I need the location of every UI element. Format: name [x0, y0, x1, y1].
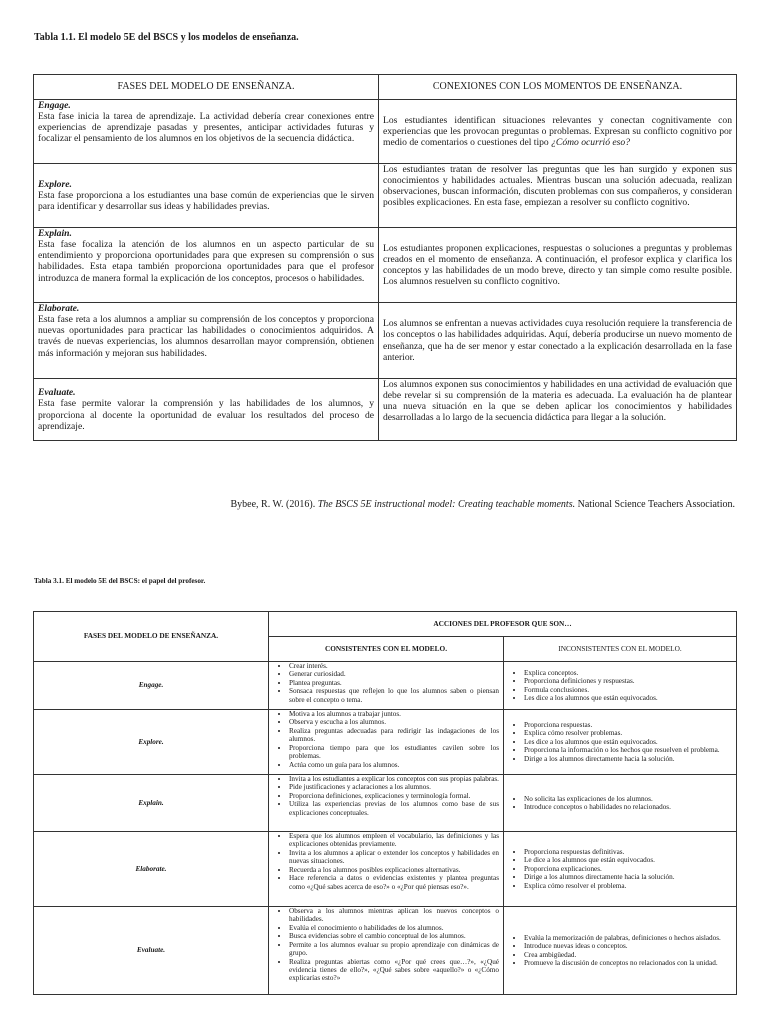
list-item: • Proporciona explicaciones. — [524, 865, 732, 873]
list-item: • Formula conclusiones. — [524, 686, 732, 694]
phase-cell: Engage. — [34, 662, 269, 710]
consistent-list — [269, 775, 503, 817]
list-item: • Realiza preguntas abiertas como «¿Por qué crees que…?», «¿Qué evidencia tienes de ello?», «¿Qué sabes sobre «aquello?» o «¿Cómo explicarías esto?» — [289, 958, 499, 983]
table-row — [34, 832, 737, 907]
list-item: • Dirige a los alumnos directamente hacia la solución. — [524, 873, 732, 881]
phase-name: Explain. — [38, 228, 72, 239]
list-item: • Proporciona tiempo para que los estudiantes cavilen sobre los problemas. — [289, 744, 499, 761]
table-row — [34, 303, 737, 379]
phase-description: Esta fase inicia la tarea de aprendizaje. La actividad debería crear conexiones entre experiencias de aprendizaje pasadas y presentes, anticipar actividades futuras y focalizar el pensamiento de los alumnos en los objetivos de la secuencia didáctica. — [38, 111, 374, 145]
phase-name: Elaborate. — [38, 303, 80, 314]
list-item: • Permite a los alumnos evaluar su propio aprendizaje con dinámicas de grupo. — [289, 941, 499, 958]
inconsistent-cell — [504, 662, 737, 710]
list-item: • Sonsaca respuestas que reflejen lo que los alumnos saben o piensan sobre el concepto o tema. — [289, 687, 499, 704]
list-item: • Les dice a los alumnos que están equivocados. — [524, 738, 732, 746]
inconsistent-cell — [504, 907, 737, 995]
connection-text: Los alumnos se enfrentan a nuevas actividades cuya resolución requiere la transferencia de los conceptos o las habilidades adquiridas. Aquí, debería producirse un nuevo momento de enseñanza, que ha de ser menor y estar conectado a la explicación desarrollada en la fase anterior. — [383, 318, 732, 363]
table-row — [34, 164, 737, 228]
phase-description: Esta fase focaliza la atención de los alumnos en un aspecto particular de su entendimiento y proporciona oportunidades para que expresen su comprensión o sus habilidades. Esta etapa también proporciona oportunidades para que el profesor introduzca de manera formal la explicación de los conceptos, procesos o habilidades. — [38, 239, 374, 284]
connection-cell — [379, 303, 737, 379]
table2-header-consistent: CONSISTENTES CON EL MODELO. — [269, 637, 504, 662]
list-item: • Recuerda a los alumnos posibles explicaciones alternativas. — [289, 866, 499, 874]
list-item: • Proporciona la información o los hechos que resuelven el problema. — [524, 746, 732, 754]
list-item: • Motiva a los alumnos a trabajar juntos. — [289, 710, 499, 718]
inconsistent-list — [504, 848, 736, 890]
list-item: • Introduce nuevas ideas o conceptos. — [524, 942, 732, 950]
table1-header-connections: CONEXIONES CON LOS MOMENTOS DE ENSEÑANZA. — [379, 75, 737, 100]
table2-header-inconsistent: INCONSISTENTES CON EL MODELO. — [504, 637, 737, 662]
list-item: • Les dice a los alumnos que están equivocados. — [524, 694, 732, 702]
consistent-list — [269, 907, 503, 983]
list-item: • Observa a los alumnos mientras aplican los nuevos conceptos o habilidades. — [289, 907, 499, 924]
list-item: • Le dice a los alumnos que están equivocados. — [524, 856, 732, 864]
list-item: • Proporciona definiciones, explicaciones y terminología formal. — [289, 792, 499, 800]
list-item: • Proporciona respuestas definitivas. — [524, 848, 732, 856]
phase-description: Esta fase permite valorar la comprensión y las habilidades de los alumnos, y proporciona al docente la oportunidad de evaluar los resultados del proceso de aprendizaje. — [38, 398, 374, 432]
list-item: • Busca evidencias sobre el cambio conceptual de los alumnos. — [289, 932, 499, 940]
inconsistent-cell — [504, 775, 737, 832]
inconsistent-list — [504, 669, 736, 703]
phase-name: Engage. — [38, 100, 71, 111]
connection-cell — [379, 100, 737, 164]
table-row — [34, 775, 737, 832]
table-row — [34, 710, 737, 775]
inconsistent-list — [504, 721, 736, 763]
table1-header-phases: FASES DEL MODELO DE ENSEÑANZA. — [34, 75, 379, 100]
list-item: • Proporciona respuestas. — [524, 721, 732, 729]
phase-cell: Elaborate. — [34, 832, 269, 907]
table2-header-row — [34, 612, 737, 637]
table2-caption: Tabla 3.1. El modelo 5E del BSCS: el papel del profesor. — [34, 577, 206, 585]
connection-cell — [379, 164, 737, 228]
consistent-cell — [269, 662, 504, 710]
list-item: • Crea ambigüedad. — [524, 951, 732, 959]
list-item: • Generar curiosidad. — [289, 670, 499, 678]
consistent-cell — [269, 907, 504, 995]
list-item: • Crear interés. — [289, 662, 499, 670]
connection-italic-text: ¿Cómo ocurrió eso? — [551, 137, 631, 149]
consistent-list — [269, 832, 503, 891]
phase-cell — [34, 303, 379, 379]
phase-cell — [34, 164, 379, 228]
list-item: • Explica cómo resolver problemas. — [524, 729, 732, 737]
list-item: • Actúa como un guía para los alumnos. — [289, 761, 499, 769]
list-item: • Proporciona definiciones y respuestas. — [524, 677, 732, 685]
table-row — [34, 228, 737, 303]
list-item: • Espera que los alumnos empleen el vocabulario, las definiciones y las explicaciones obtenidas previamente. — [289, 832, 499, 849]
list-item: • Explica conceptos. — [524, 669, 732, 677]
table2-header-actions: ACCIONES DEL PROFESOR QUE SON… — [269, 612, 737, 637]
list-item: • No solicita las explicaciones de los alumnos. — [524, 795, 732, 803]
list-item: • Observa y escucha a los alumnos. — [289, 718, 499, 726]
inconsistent-list — [504, 934, 736, 968]
citation — [230, 499, 735, 510]
table1-header-row — [34, 75, 737, 100]
phase-name: Explore. — [38, 178, 72, 190]
connection-cell — [379, 379, 737, 441]
phase-cell — [34, 228, 379, 303]
phase-name: Evaluate. — [38, 387, 76, 399]
phase-cell: Explain. — [34, 775, 269, 832]
consistent-cell — [269, 832, 504, 907]
inconsistent-list — [504, 795, 736, 812]
list-item: • Utiliza las experiencias previas de los alumnos como base de sus explicaciones conceptuales. — [289, 800, 499, 817]
inconsistent-cell — [504, 832, 737, 907]
phase-description: Esta fase proporciona a los estudiantes una base común de experiencias que le sirven para identificar y desarrollar sus ideas y habilidades previas. — [38, 189, 374, 213]
citation-publisher: National Science Teachers Association. — [575, 499, 735, 510]
connection-text: Los alumnos exponen sus conocimientos y habilidades en una actividad de evaluación que debe revelar si su comprensión de la materia es adecuada. La evaluación ha de plantear una nueva situación en la que se deben aplicar los conocimientos y habilidades desarrolladas a lo largo de la secuencia didáctica para llegar a la solución. — [383, 379, 732, 424]
inconsistent-cell — [504, 710, 737, 775]
table2-header-phases: FASES DEL MODELO DE ENSEÑANZA. — [34, 612, 269, 662]
consistent-cell — [269, 775, 504, 832]
list-item: • Pide justificaciones y aclaraciones a los alumnos. — [289, 783, 499, 791]
list-item: • Invita a los alumnos a aplicar o extender los conceptos y habilidades en nuevas situaciones. — [289, 849, 499, 866]
list-item: • Realiza preguntas adecuadas para redirigir las indagaciones de los alumnos. — [289, 727, 499, 744]
phase-description: Esta fase reta a los alumnos a ampliar su comprensión de los conceptos y proporciona nuevas oportunidades para practicar las habilidades o conocimientos adquiridos. A través de nuevas experiencias, los alumnos desarrollan mayor comprensión, obtienen más información y mejoran sus habilidades. — [38, 314, 374, 359]
table-row — [34, 662, 737, 710]
connection-text: Los estudiantes identifican situaciones relevantes y conectan cognitivamente con experiencias que les provocan preguntas o problemas. Expresan su conflicto cognitivo por medio de comentarios o cuestiones del tipo — [383, 114, 732, 149]
list-item: • Evalúa el conocimiento o habilidades de los alumnos. — [289, 924, 499, 932]
list-item: • Hace referencia a datos o evidencias existentes y plantea preguntas como «¿Qué sabes acerca de eso?» o «¿Por qué piensas eso?». — [289, 874, 499, 891]
citation-authors: Bybee, R. W. (2016). — [230, 499, 318, 510]
list-item: • Introduce conceptos o habilidades no relacionados. — [524, 803, 732, 811]
phase-cell — [34, 100, 379, 164]
consistent-list — [269, 710, 503, 769]
table-row — [34, 100, 737, 164]
list-item: • Promueve la discusión de conceptos no relacionados con la unidad. — [524, 959, 732, 967]
table-teacher-role — [33, 611, 737, 995]
table-row — [34, 907, 737, 995]
connection-cell — [379, 228, 737, 303]
list-item: • Evalúa la memorización de palabras, definiciones o hechos aislados. — [524, 934, 732, 942]
phase-cell: Explore. — [34, 710, 269, 775]
connection-text: Los estudiantes proponen explicaciones, respuestas o soluciones a preguntas y problemas creados en el momento de enseñanza. A continuación, el profesor explica y clarifica los conceptos y las habilidades de un modo breve, directo y tan simple como resulte posible. Los alumnos resuelven su conflicto cognitivo. — [383, 242, 732, 288]
list-item: • Dirige a los alumnos directamente hacia la solución. — [524, 755, 732, 763]
consistent-cell — [269, 710, 504, 775]
table-row — [34, 379, 737, 441]
connection-text: Los estudiantes tratan de resolver las preguntas que les han surgido y exponen sus conocimientos y habilidades actuales. Mientras buscan una solución adecuada, realizan observaciones, buscan información, discuten problemas con sus compañeros, y consideran posibles explicaciones. En esta fase, empiezan a resolver su conflicto cognitivo. — [383, 164, 732, 209]
list-item: • Invita a los estudiantes a explicar los conceptos con sus propias palabras. — [289, 775, 499, 783]
table1-caption: Tabla 1.1. El modelo 5E del BSCS y los modelos de enseñanza. — [34, 32, 299, 43]
citation-title: The BSCS 5E instructional model: Creating teachable moments. — [317, 499, 576, 510]
table-5e-teaching-models — [33, 74, 737, 441]
list-item: • Plantea preguntas. — [289, 679, 499, 687]
phase-cell — [34, 379, 379, 441]
list-item: • Explica cómo resolver el problema. — [524, 882, 732, 890]
phase-cell: Evaluate. — [34, 907, 269, 995]
consistent-list — [269, 662, 503, 704]
